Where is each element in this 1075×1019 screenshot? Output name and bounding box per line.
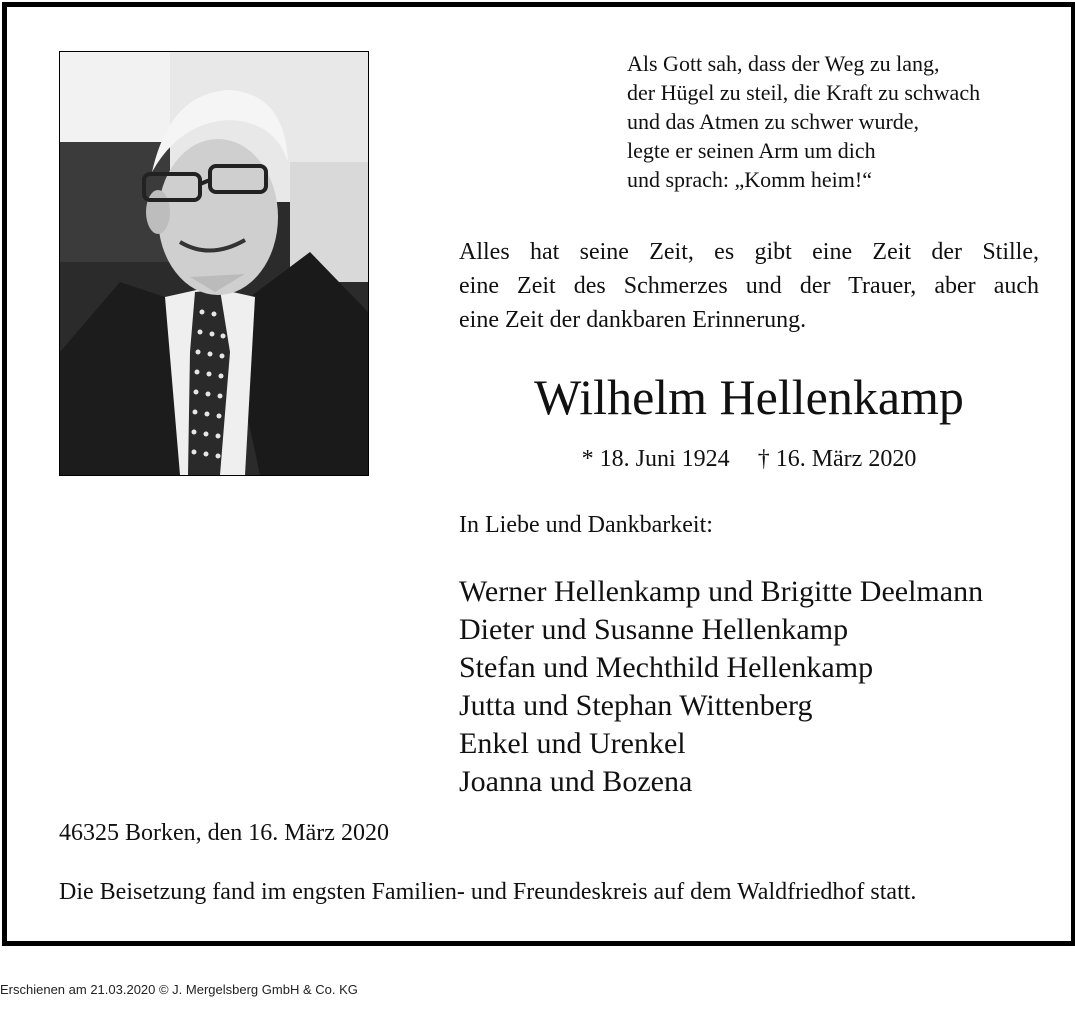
quote-line: eine Zeit der dankbaren Erinnerung. <box>459 307 807 333</box>
portrait-photo <box>59 51 369 476</box>
place-and-date: 46325 Borken, den 16. März 2020 <box>59 820 389 846</box>
mourners-list <box>459 573 983 801</box>
burial-note: Die Beisetzung fand im engsten Familien- und Freundeskreis auf dem Waldfriedhof statt. <box>59 879 917 905</box>
obituary-frame <box>2 2 1075 946</box>
mourner-name: Joanna und Bozena <box>459 765 693 798</box>
mourner-name: Jutta und Stephan Wittenberg <box>459 689 813 722</box>
mourners-intro: In Liebe und Dankbarkeit: <box>459 512 713 538</box>
poem-line: und das Atmen zu schwer wurde, <box>627 109 920 134</box>
memorial-quote <box>459 235 1039 337</box>
poem <box>627 49 1067 194</box>
poem-line: Als Gott sah, dass der Weg zu lang, <box>627 51 940 76</box>
poem-line: und sprach: „Komm heim!“ <box>627 167 872 192</box>
poem-line: legte er seinen Arm um dich <box>627 138 876 163</box>
quote-line: Alles hat seine Zeit, es gibt eine Zeit der Stille, <box>459 239 1039 265</box>
poem-line: der Hügel zu steil, die Kraft zu schwach <box>627 80 981 105</box>
publication-footer: Erschienen am 21.03.2020 © J. Mergelsberg GmbH & Co. KG <box>0 982 358 997</box>
portrait-image <box>60 52 368 475</box>
deceased-name: Wilhelm Hellenkamp <box>534 369 964 425</box>
mourner-name: Enkel und Urenkel <box>459 727 686 760</box>
life-dates <box>459 443 1039 475</box>
mourner-name: Werner Hellenkamp und Brigitte Deelmann <box>459 575 984 608</box>
birth-date: * 18. Juni 1924 <box>581 446 730 472</box>
death-date: † 16. März 2020 <box>757 446 917 472</box>
mourner-name: Dieter und Susanne Hellenkamp <box>459 613 849 646</box>
mourner-name: Stefan und Mechthild Hellenkamp <box>459 651 874 684</box>
quote-line: eine Zeit des Schmerzes und der Trauer, aber auch <box>459 273 1039 299</box>
